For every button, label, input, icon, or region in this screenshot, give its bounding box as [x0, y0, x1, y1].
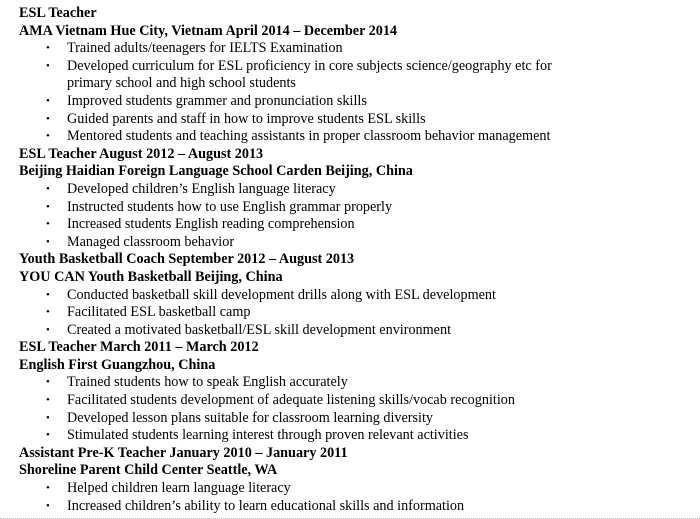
- duties-list: [19, 374, 694, 444]
- bullet-icon: •: [46, 323, 50, 336]
- duty-text: Managed classroom behavior: [67, 233, 235, 250]
- duties-list: [19, 181, 694, 251]
- job-title: Assistant Pre-K Teacher January 2010 – January 2011: [19, 444, 348, 461]
- bullet-icon: •: [46, 112, 50, 125]
- job-section: [19, 445, 694, 515]
- duty-item: [19, 181, 587, 199]
- duty-item: [19, 40, 587, 58]
- duty-text: Developed curriculum for ESL proficiency in core subjects science/geography etc for primary school and high school students: [67, 57, 552, 92]
- duty-item: [19, 498, 587, 516]
- duty-item: [19, 58, 587, 93]
- duty-item: [19, 199, 587, 217]
- job-title: ESL Teacher August 2012 – August 2013: [19, 145, 264, 162]
- bullet-icon: •: [46, 42, 50, 55]
- bullet-icon: •: [46, 182, 50, 195]
- duty-text: Improved students grammer and pronunciation skills: [67, 92, 367, 109]
- bullet-icon: •: [46, 200, 50, 213]
- duty-text: Facilitated ESL basketball camp: [67, 304, 251, 321]
- duty-item: [19, 287, 587, 305]
- duty-text: Conducted basketball skill development drills along with ESL development: [67, 286, 496, 303]
- bullet-icon: •: [46, 218, 50, 231]
- duty-text: Increased students English reading comprehension: [67, 216, 355, 233]
- duty-item: [19, 374, 587, 392]
- duty-text: Trained students how to speak English accurately: [67, 374, 348, 391]
- duty-text: Stimulated students learning interest through proven relevant activities: [67, 427, 469, 444]
- job-section: [19, 146, 694, 252]
- duty-item: [19, 392, 587, 410]
- job-title: Youth Basketball Coach September 2012 – August 2013: [19, 251, 355, 268]
- duties-list: [19, 480, 694, 515]
- duty-item: [19, 410, 587, 428]
- duty-text: Helped children learn language literacy: [67, 480, 291, 497]
- duty-item: [19, 480, 587, 498]
- duty-text: Guided parents and staff in how to improve students ESL skills: [67, 110, 426, 127]
- job-section: [19, 251, 694, 339]
- employer-line: Beijing Haidian Foreign Language School Carden Beijing, China: [19, 163, 413, 180]
- bullet-icon: •: [46, 411, 50, 424]
- bullet-icon: •: [46, 130, 50, 143]
- bullet-icon: •: [46, 499, 50, 512]
- employer-line: YOU CAN Youth Basketball Beijing, China: [19, 268, 283, 285]
- bullet-icon: •: [46, 376, 50, 389]
- employer-line: AMA Vietnam Hue City, Vietnam April 2014 – December 2014: [19, 22, 398, 39]
- bullet-icon: •: [46, 235, 50, 248]
- resume-document: [19, 5, 694, 515]
- duty-text: Facilitated students development of adequate listening skills/vocab recognition: [67, 392, 515, 409]
- page-edge-divider: [0, 515, 700, 519]
- bullet-icon: •: [46, 429, 50, 442]
- bullet-icon: •: [46, 94, 50, 107]
- duty-item: [19, 304, 587, 322]
- bullet-icon: •: [46, 482, 50, 495]
- job-title: ESL Teacher March 2011 – March 2012: [19, 339, 259, 356]
- duty-item: [19, 111, 587, 129]
- duty-item: [19, 322, 587, 340]
- duty-text: Mentored students and teaching assistants in proper classroom behavior management: [67, 128, 551, 145]
- bullet-icon: •: [46, 288, 50, 301]
- job-section: [19, 339, 694, 445]
- duty-text: Developed children’s English language literacy: [67, 180, 336, 197]
- duty-text: Increased children’s ability to learn educational skills and information: [67, 497, 465, 514]
- bullet-icon: •: [46, 59, 50, 72]
- duty-text: Instructed students how to use English grammar properly: [67, 198, 393, 215]
- duty-item: [19, 427, 587, 445]
- duty-text: Created a motivated basketball/ESL skill development environment: [67, 321, 452, 338]
- job-section: [19, 5, 694, 146]
- duty-item: [19, 128, 587, 146]
- duties-list: [19, 287, 694, 340]
- bullet-icon: •: [46, 394, 50, 407]
- duty-text: Trained adults/teenagers for IELTS Examination: [67, 40, 343, 57]
- duty-item: [19, 234, 587, 252]
- bullet-icon: •: [46, 306, 50, 319]
- duty-item: [19, 93, 587, 111]
- duties-list: [19, 40, 694, 146]
- duty-text: Developed lesson plans suitable for classroom learning diversity: [67, 409, 434, 426]
- employer-line: English First Guangzhou, China: [19, 356, 216, 373]
- job-title: ESL Teacher: [19, 5, 97, 21]
- employer-line: Shoreline Parent Child Center Seattle, WA: [19, 462, 278, 479]
- duty-item: [19, 216, 587, 234]
